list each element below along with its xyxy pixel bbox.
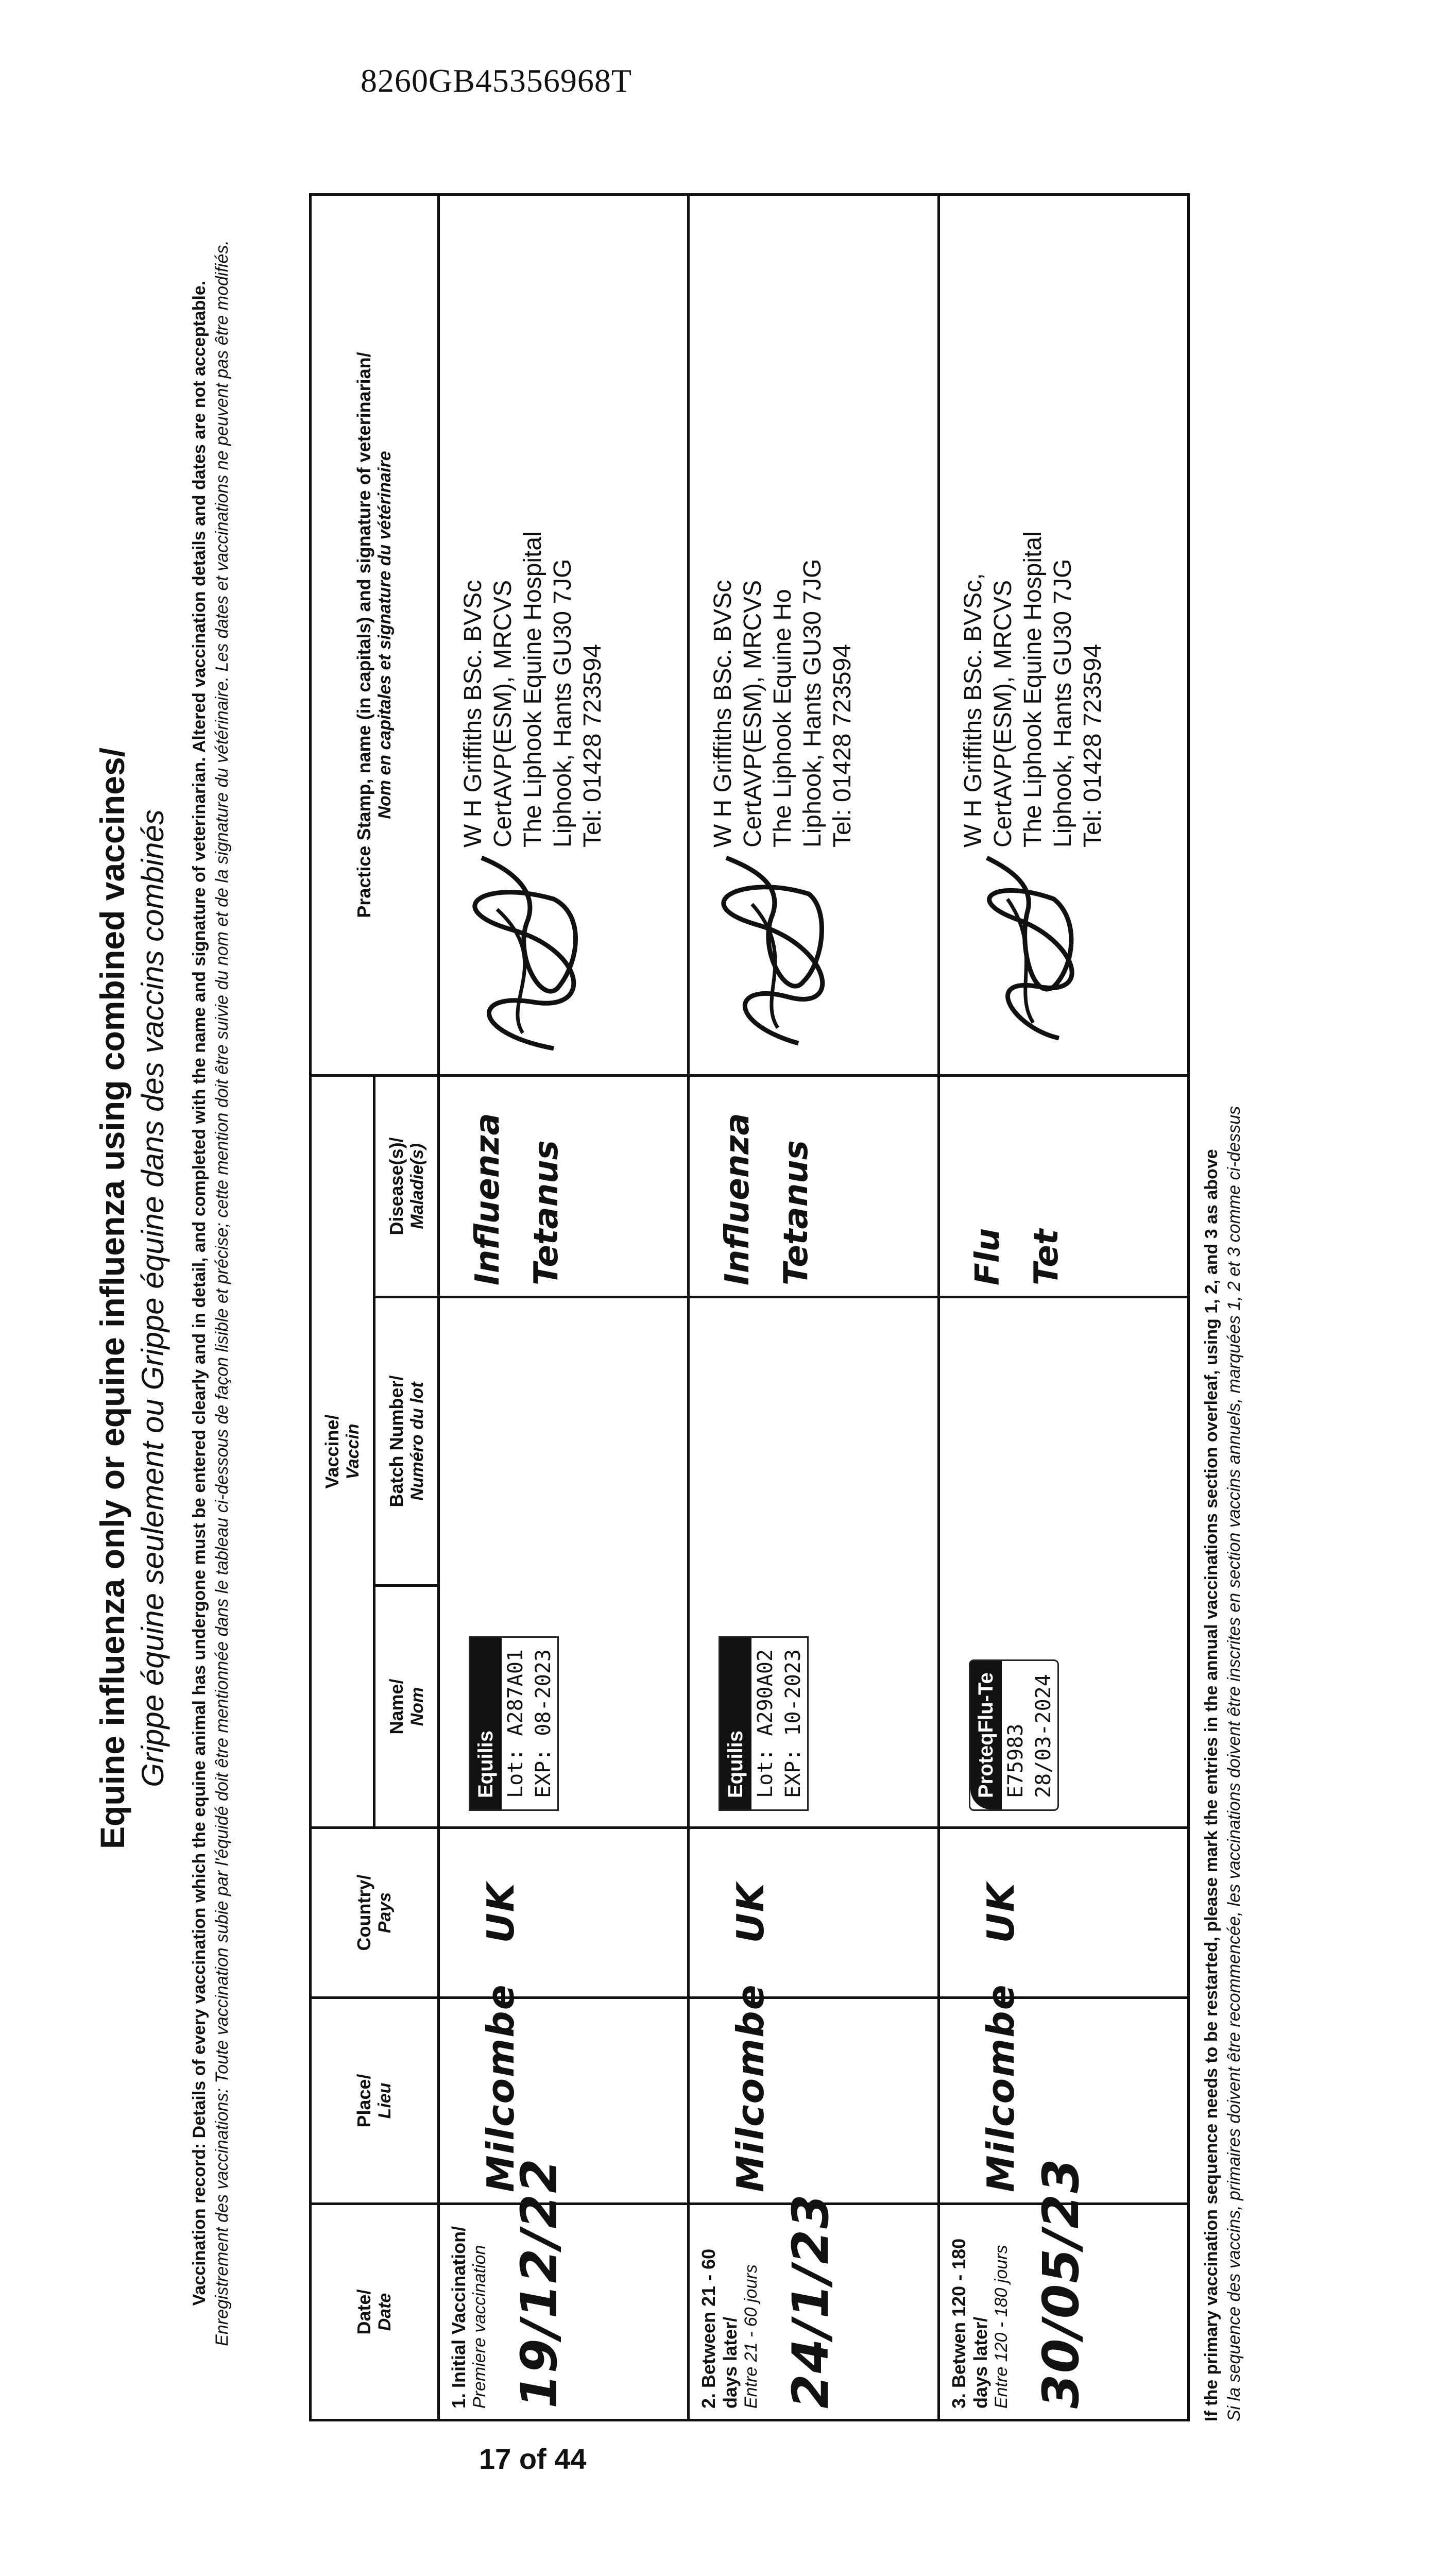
practice-stamp: W H Griffiths BSc. BVSc, CertAVP(ESM), MRCVS The Liphook Equine Hospital Liphook, Hants GU30 7JG Tel: 01428 723594 xyxy=(959,531,1106,848)
instructions-fr: Enregistrement des vaccinations: Toute vaccination subie par l'équidé doit être mentionnée dans le tableau ci-dessous de façon lisible et précise; cette mention doit être suivie du nom et de la signature du vétérinaire. Les dates et vaccinations ne peuvent pas être modifiés. xyxy=(212,240,232,2346)
vaccine-expiry: 28/03-2024 xyxy=(1031,1674,1055,1798)
row-place-cell xyxy=(689,1984,938,2204)
veterinarian-signature xyxy=(700,848,855,1064)
form-title: Equine influenza only or equine influenza using combined vaccines/ xyxy=(93,748,131,1850)
header-batch-number: Batch Number/ Numéro du lot xyxy=(374,1297,438,1586)
vaccine-brand: Equilis xyxy=(470,1638,502,1809)
vaccine-brand: ProteqFlu-Te xyxy=(970,1661,1002,1809)
row-diseases-cell xyxy=(938,1075,1188,1297)
handwritten-disease: Tet xyxy=(1027,1229,1066,1285)
practice-stamp: W H Griffiths BSc. BVSc CertAVP(ESM), MRCVS The Liphook Equine Hospital Liphook, Hants GU30 7JG Tel: 01428 723594 xyxy=(459,531,606,848)
handwritten-place: Milcombe xyxy=(979,1984,1022,2192)
veterinarian-signature xyxy=(451,848,605,1064)
handwritten-place: Milcombe xyxy=(729,1984,773,2192)
row-diseases-cell xyxy=(438,1075,688,1297)
document-id: 8260GB45356968T xyxy=(361,62,632,99)
handwritten-date: 19/12/22 xyxy=(510,2158,568,2409)
row-vaccine-cell xyxy=(438,1297,688,1828)
row-vaccine-cell xyxy=(689,1297,938,1828)
veterinarian-signature xyxy=(951,848,1105,1064)
table-row xyxy=(438,194,688,2420)
vaccine-lot: Lot: A290A02 xyxy=(754,1649,778,1798)
vaccination-form xyxy=(93,165,1329,2432)
handwritten-disease: Tetanus xyxy=(777,1140,816,1285)
row-stamp-cell xyxy=(689,194,938,1075)
row-stamp-cell xyxy=(938,194,1188,1075)
row-vaccine-cell xyxy=(938,1297,1188,1828)
footnote xyxy=(1200,185,1245,2421)
vaccine-label-sticker xyxy=(469,1636,559,1811)
footnote-fr: Si la sequence des vaccins, primaires doivent être recommencée, les vaccinations doivent être inscrites en section vaccins annuels, marquées 1, 2 et 3 comme ci-dessus xyxy=(1224,1106,1244,2421)
header-practice-stamp: Practice Stamp, name (in capitals) and signature of veterinarian/ Nom en capitales et signature du vétérinaire xyxy=(311,194,439,1075)
row-date-cell: 1. Initial Vaccination/ Premiere vaccination 19/12/22 xyxy=(438,2204,688,2420)
handwritten-disease: Flu xyxy=(968,1228,1007,1285)
row-country-cell xyxy=(438,1828,688,1998)
handwritten-disease: Influenza xyxy=(719,1113,757,1285)
table-row xyxy=(938,194,1188,2420)
header-vaccine-name: Name/ Nom xyxy=(374,1586,438,1828)
handwritten-place: Milcombe xyxy=(478,1984,522,2192)
row-country-cell xyxy=(689,1828,938,1998)
footnote-en: If the primary vaccination sequence needs to be restarted, please mark the entries in the annual vaccinations section overleaf, using 1, 2, and 3 as above xyxy=(1202,1149,1221,2421)
vaccine-lot: Lot: A287A01 xyxy=(503,1649,527,1798)
vaccine-expiry: EXP: 08-2023 xyxy=(531,1649,555,1798)
vaccination-table xyxy=(309,193,1190,2421)
instructions xyxy=(188,175,233,2411)
vaccine-label-sticker xyxy=(719,1636,809,1811)
header-vaccine: Vaccine/ Vaccin xyxy=(311,1075,374,1827)
handwritten-country: UK xyxy=(729,1882,773,1943)
handwritten-country: UK xyxy=(478,1882,522,1943)
form-subtitle: Grippe équine seulement ou Grippe équine dans des vaccins combinés xyxy=(135,809,170,1787)
instructions-en: Vaccination record: Details of every vaccination which the equine animal has undergone must be entered clearly and in detail, and completed with the name and signature of veterinarian. Altered vaccination details and dates are not acceptable. xyxy=(190,280,209,2306)
table-row xyxy=(689,194,938,2420)
vaccine-label-sticker xyxy=(969,1659,1059,1811)
practice-stamp: W H Griffiths BSc. BVSc CertAVP(ESM), MRCVS The Liphook Equine Ho Liphook, Hants GU30 7JG Tel: 01428 723594 xyxy=(709,558,857,848)
row-date-cell: 3. Betwen 120 - 180 days later/ Entre 120 - 180 jours 30/05/23 xyxy=(938,2204,1188,2420)
row-date-cell: 2. Between 21 - 60 days later/ Entre 21 - 60 jours 24/1/23 xyxy=(689,2204,938,2420)
handwritten-date: 30/05/23 xyxy=(1032,2158,1090,2409)
header-country: Country/ Pays xyxy=(311,1828,439,1998)
handwritten-country: UK xyxy=(979,1882,1022,1943)
handwritten-disease: Tetanus xyxy=(527,1140,566,1285)
handwritten-disease: Influenza xyxy=(468,1113,507,1285)
header-place: Place/ Lieu xyxy=(311,1998,439,2204)
row-country-cell xyxy=(938,1828,1188,1998)
handwritten-date: 24/1/23 xyxy=(782,2193,840,2409)
vaccine-brand: Equilis xyxy=(720,1638,751,1809)
vaccine-expiry: EXP: 10-2023 xyxy=(781,1649,806,1798)
row-diseases-cell xyxy=(689,1075,938,1297)
header-diseases: Disease(s)/ Maladie(s) xyxy=(374,1075,438,1297)
page-number: 17 of 44 xyxy=(479,2443,587,2475)
row-stamp-cell xyxy=(438,194,688,1075)
vaccine-lot: E75983 xyxy=(1003,1723,1028,1798)
header-date: Date/ Date xyxy=(311,2204,439,2420)
